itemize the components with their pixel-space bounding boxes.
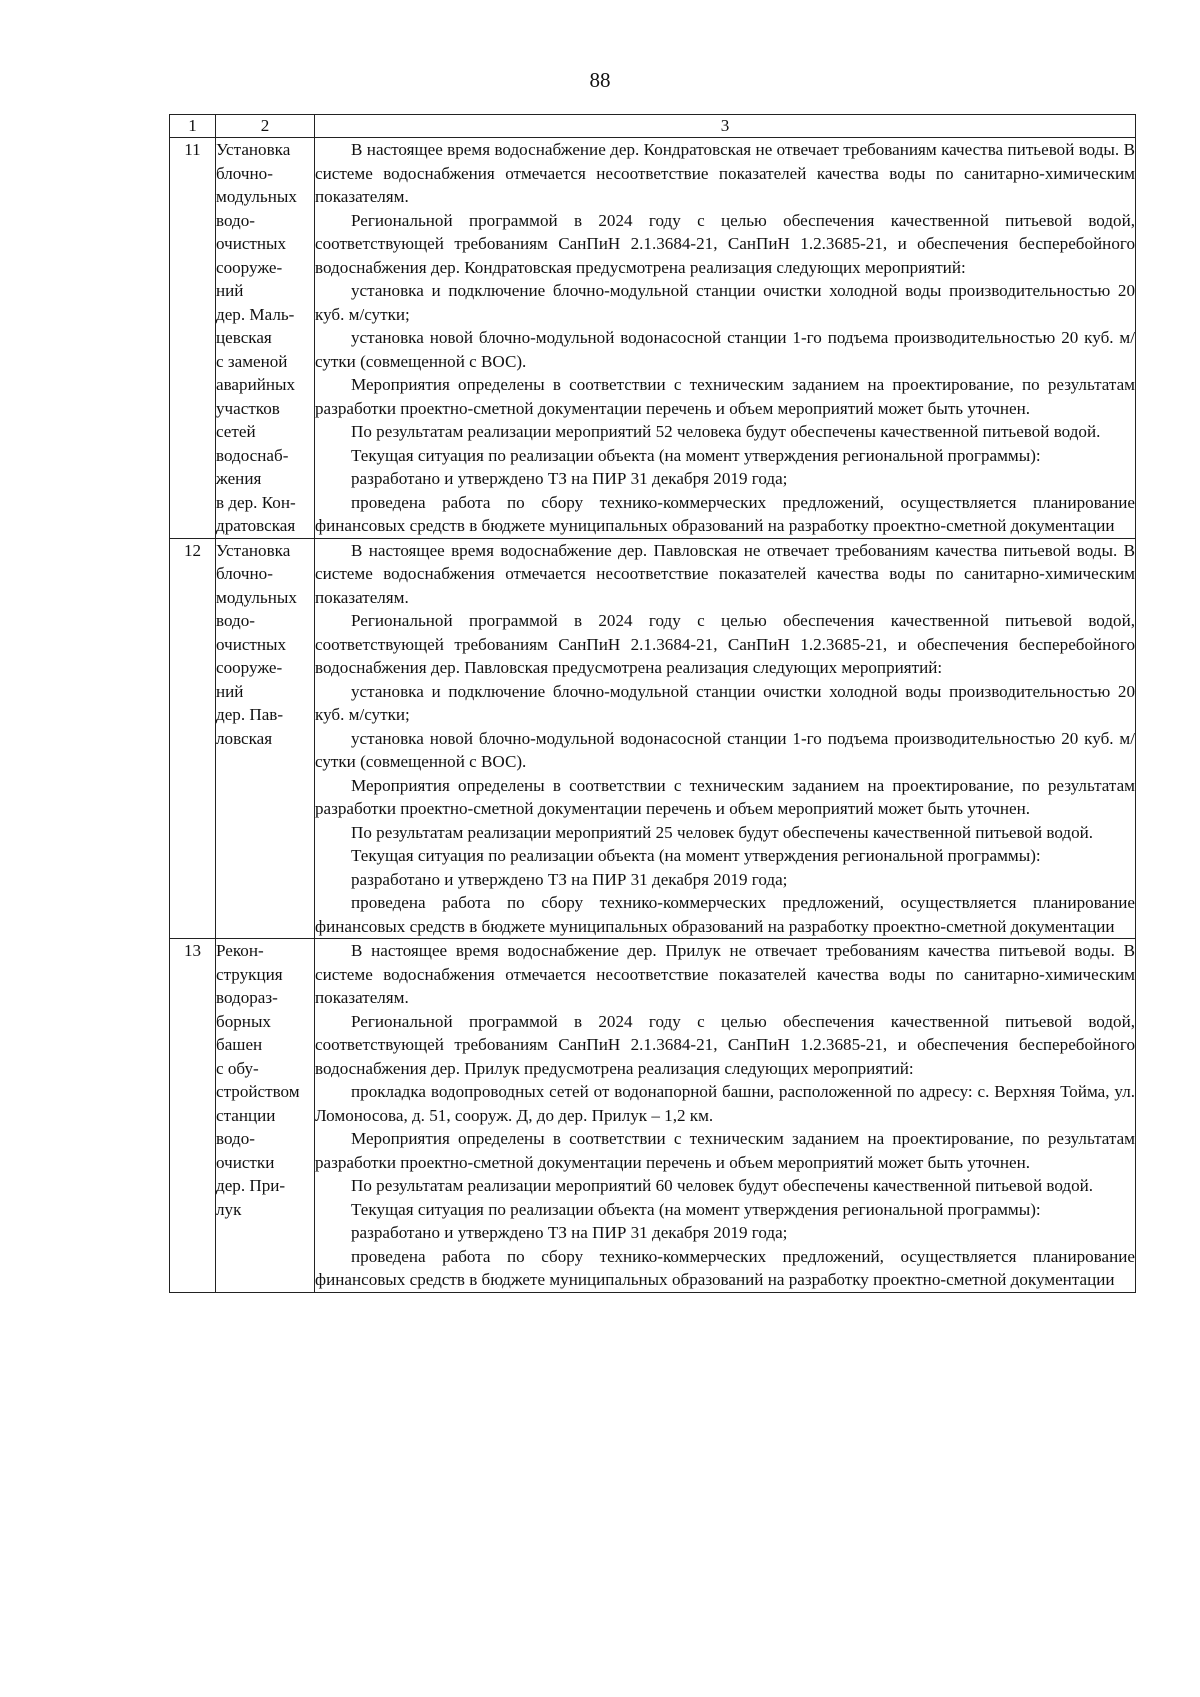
description-paragraph: Региональной программой в 2024 году с целью обеспечения качественной питьевой водой, соответствующей требованиям СанПиН 2.1.3684-21, СанПиН 1.2.3685-21, и обеспечения бесперебойного водоснабжения дер. Кондратовская предусмотрена реализация следующих мероприятий: <box>315 210 1135 277</box>
description-paragraph: установка и подключение блочно-модульной станции очистки холодной воды производительностью 20 куб. м/сутки; <box>315 281 1135 324</box>
object-name-line: сооруже- <box>216 257 283 277</box>
object-name-line: очистки <box>216 1152 275 1172</box>
object-name-line: модульных <box>216 587 297 607</box>
description-paragraph: установка новой блочно-модульной водонасосной станции 1-го подъема производительностью 20 куб. м/сутки (совмещенной с ВОС). <box>315 728 1135 771</box>
description-paragraph: В настоящее время водоснабжение дер. Прилук не отвечает требованиям качества питьевой воды. В системе водоснабжения отмечается несоответствие показателей качества воды по санитарно-химическим показателям. <box>315 941 1135 1007</box>
description-paragraph: Текущая ситуация по реализации объекта (на момент утверждения региональной программы): <box>351 445 1041 465</box>
description-paragraph: По результатам реализации мероприятий 60 человек будут обеспечены качественной питьевой водой. <box>351 1176 1094 1195</box>
object-name-line: блочно- <box>216 564 273 583</box>
table-body <box>170 138 1136 1293</box>
row-number: 12 <box>170 538 216 939</box>
description-paragraph: разработано и утверждено ТЗ на ПИР 31 декабря 2019 года; <box>351 869 788 889</box>
object-name-line: ний <box>216 281 244 300</box>
object-name-line: стройством <box>216 1082 300 1101</box>
description-paragraph: проведена работа по сбору технико-коммерческих предложений, осуществляется планирование финансовых средств в бюджете муниципальных образований на разработку проектно-сметной документации <box>315 893 1135 936</box>
object-name-cell <box>216 138 315 539</box>
description-paragraph: Текущая ситуация по реализации объекта (на момент утверждения региональной программы): <box>351 1199 1041 1219</box>
row-number: 11 <box>170 138 216 539</box>
object-name-line: Рекон- <box>216 941 264 960</box>
description-cell <box>315 138 1136 539</box>
object-name-cell <box>216 538 315 939</box>
description-paragraph: В настоящее время водоснабжение дер. Кондратовская не отвечает требованиям качества питьевой воды. В системе водоснабжения отмечается несоответствие показателей качества воды по санитарно-химическим показателям. <box>315 140 1135 206</box>
page-number: 88 <box>589 68 611 92</box>
object-name-line: сетей <box>216 422 256 441</box>
description-paragraph: разработано и утверждено ТЗ на ПИР 31 декабря 2019 года; <box>351 469 788 488</box>
table-row <box>170 138 1136 539</box>
header-col-2: 2 <box>216 115 315 138</box>
header-col-3: 3 <box>315 115 1136 138</box>
header-col-1: 1 <box>170 115 216 138</box>
row-number: 13 <box>170 939 216 1293</box>
object-name-line: Установка <box>216 140 291 159</box>
description-paragraph: Мероприятия определены в соответствии с техническим заданием на проектирование, по результатам разработки проектно-сметной документации перечень и объем мероприятий может быть уточнен. <box>315 375 1135 418</box>
object-name-line: водораз- <box>216 988 278 1007</box>
description-paragraph: Региональной программой в 2024 году с целью обеспечения качественной питьевой водой, соответствующей требованиям СанПиН 2.1.3684-21, СанПиН 1.2.3685-21, и обеспечения бесперебойного водоснабжения дер. Павловская предусмотрена реализация следующих мероприятий: <box>315 611 1135 677</box>
object-name-line: цевская <box>216 328 272 347</box>
object-name-line: водо- <box>216 210 255 230</box>
object-name-line: блочно- <box>216 163 273 183</box>
description-paragraph: По результатам реализации мероприятий 25 человек будут обеспечены качественной питьевой водой. <box>351 822 1094 842</box>
description-cell <box>315 939 1136 1293</box>
description-paragraph: прокладка водопроводных сетей от водонапорной башни, расположенной по адресу: с. Верхняя Тойма, ул. Ломоносова, д. 51, сооруж. Д, до дер. Прилук – 1,2 км. <box>315 1082 1135 1125</box>
object-name-line: ловская <box>216 728 273 748</box>
object-name-line: станции <box>216 1105 276 1125</box>
object-name-line: дер. Маль- <box>216 304 295 324</box>
object-name-line: с обу- <box>216 1058 259 1078</box>
object-name-line: очистных <box>216 634 287 654</box>
description-paragraph: установка и подключение блочно-модульной станции очистки холодной воды производительностью 20 куб. м/сутки; <box>315 681 1135 724</box>
object-name-line: водо- <box>216 611 255 630</box>
object-name-line: дер. Пав- <box>216 705 284 724</box>
description-paragraph: разработано и утверждено ТЗ на ПИР 31 декабря 2019 года; <box>351 1223 788 1242</box>
object-name-line: лук <box>216 1199 242 1219</box>
object-name-line: борных <box>216 1011 271 1031</box>
description-cell <box>315 538 1136 939</box>
description-paragraph: Текущая ситуация по реализации объекта (на момент утверждения региональной программы): <box>351 846 1041 865</box>
description-paragraph: проведена работа по сбору технико-коммерческих предложений, осуществляется планирование финансовых средств в бюджете муниципальных образований на разработку проектно-сметной документации <box>315 492 1135 535</box>
object-name-line: жения <box>216 469 262 488</box>
object-name-line: участков <box>216 398 280 418</box>
object-name-line: башен <box>216 1035 263 1054</box>
object-name-line: с заменой <box>216 351 288 371</box>
object-name-line: очистных <box>216 234 287 253</box>
table-row <box>170 939 1136 1293</box>
description-paragraph: проведена работа по сбору технико-коммерческих предложений, осуществляется планирование финансовых средств в бюджете муниципальных образований на разработку проектно-сметной документации <box>315 1246 1135 1289</box>
description-paragraph: В настоящее время водоснабжение дер. Павловская не отвечает требованиям качества питьевой воды. В системе водоснабжения отмечается несоответствие показателей качества воды по санитарно-химическим показателям. <box>315 540 1135 607</box>
object-name-line: в дер. Кон- <box>216 492 296 512</box>
object-name-line: ний <box>216 681 244 701</box>
description-paragraph: Региональной программой в 2024 году с целью обеспечения качественной питьевой водой, соответствующей требованиям СанПиН 2.1.3684-21, СанПиН 1.2.3685-21, и обеспечения бесперебойного водоснабжения дер. Прилук предусмотрена реализация следующих мероприятий: <box>315 1011 1135 1078</box>
table-row <box>170 538 1136 939</box>
object-name-line: водо- <box>216 1129 255 1148</box>
object-name-line: дер. При- <box>216 1176 286 1195</box>
object-name-line: аварийных <box>216 375 296 394</box>
object-name-line: сооруже- <box>216 658 283 677</box>
object-name-cell <box>216 939 315 1293</box>
program-table <box>169 114 1136 1293</box>
description-paragraph: установка новой блочно-модульной водонасосной станции 1-го подъема производительностью 20 куб. м/сутки (совмещенной с ВОС). <box>315 328 1135 371</box>
object-name-line: водоснаб- <box>216 445 289 465</box>
description-paragraph: Мероприятия определены в соответствии с техническим заданием на проектирование, по результатам разработки проектно-сметной документации перечень и объем мероприятий может быть уточнен. <box>315 1129 1135 1172</box>
object-name-line: дратовская <box>216 516 296 535</box>
object-name-line: модульных <box>216 187 297 206</box>
description-paragraph: Мероприятия определены в соответствии с техническим заданием на проектирование, по результатам разработки проектно-сметной документации перечень и объем мероприятий может быть уточнен. <box>315 775 1135 818</box>
table-header-row <box>170 115 1136 138</box>
object-name-line: Установка <box>216 540 291 560</box>
object-name-line: струкция <box>216 964 283 984</box>
description-paragraph: По результатам реализации мероприятий 52 человека будут обеспечены качественной питьевой водой. <box>351 422 1101 441</box>
